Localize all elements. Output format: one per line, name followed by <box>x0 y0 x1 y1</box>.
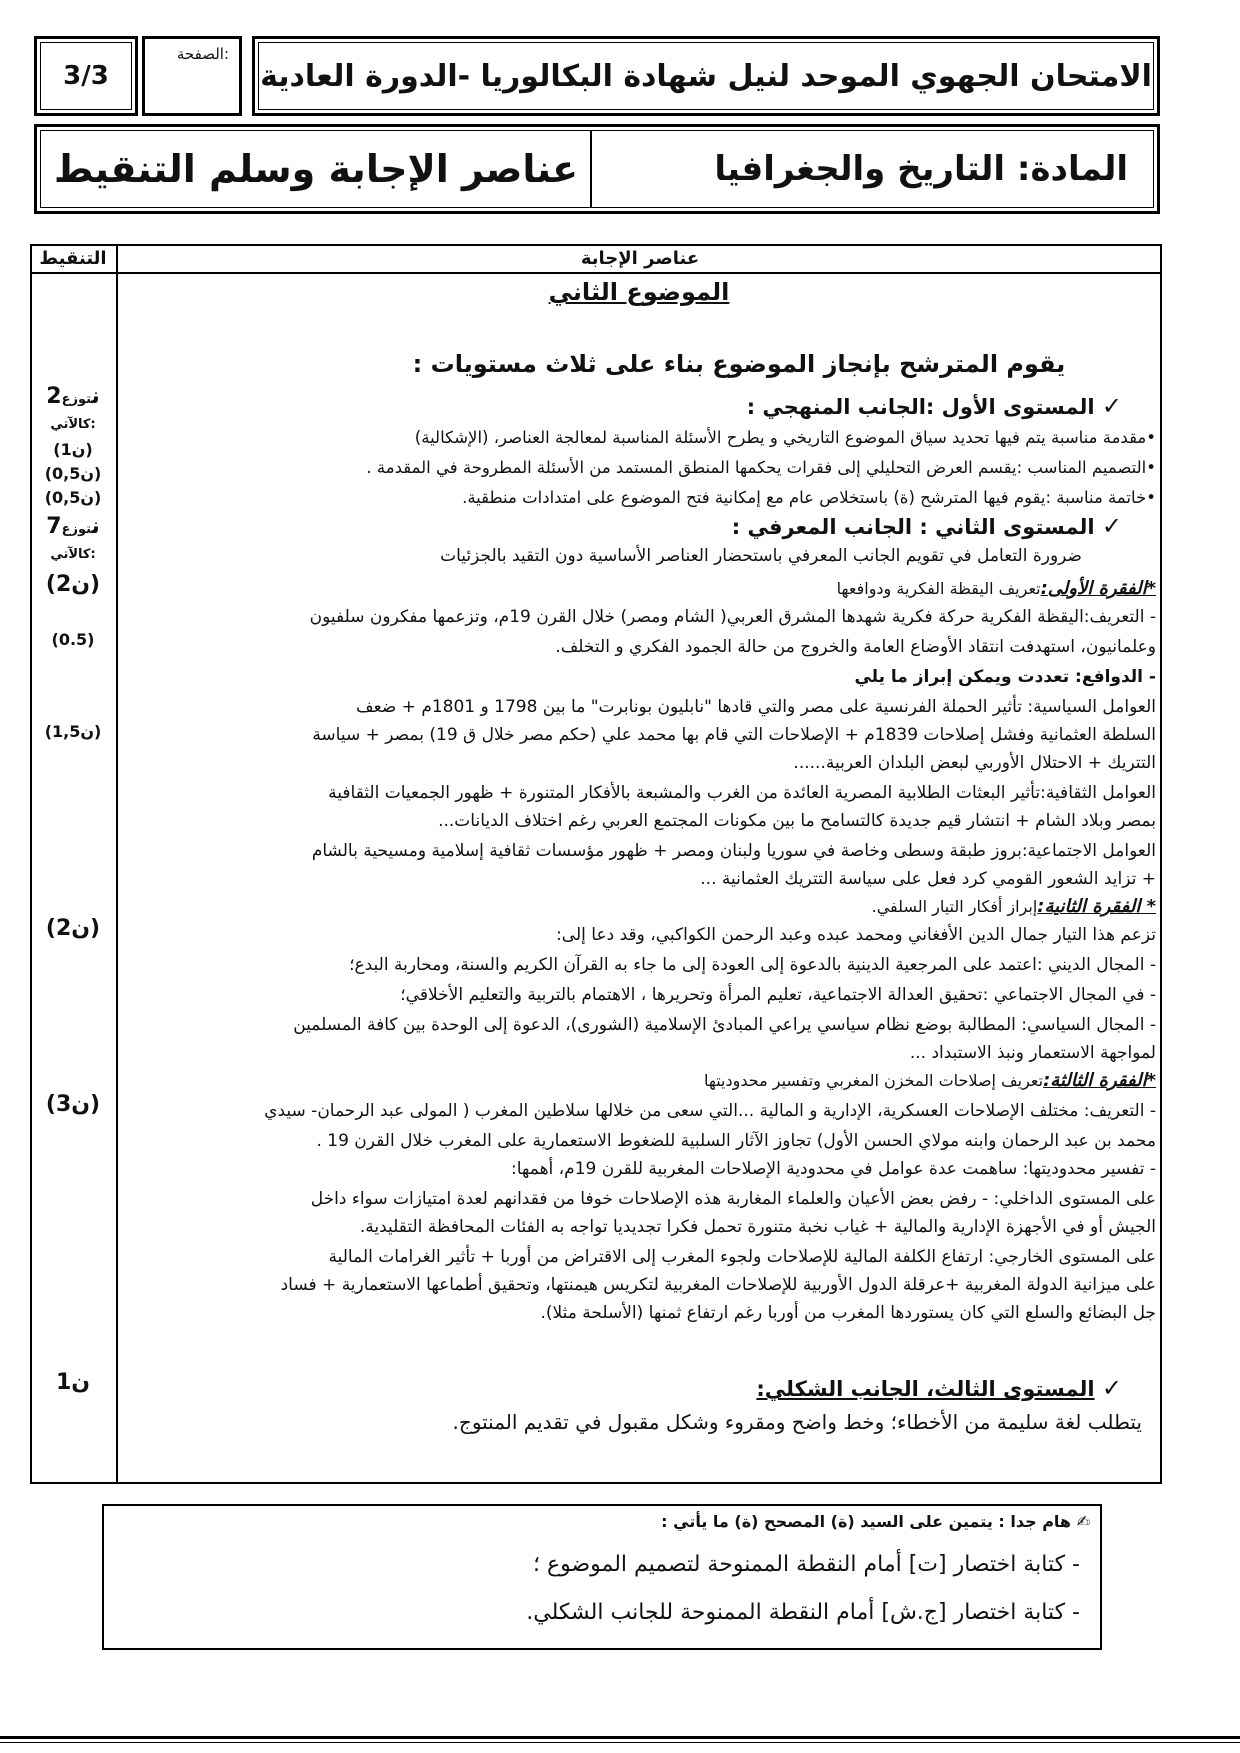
bottom-rule <box>0 1736 1240 1739</box>
header-divider <box>590 130 592 208</box>
level1-item: •مقدمة مناسبة يتم فيها تحديد سياق الموضوع التاريخي و يطرح الأسئلة المناسبة لمعالجة العناصر، (الإشكالية) <box>414 428 1156 447</box>
score-intro: (1ن) <box>53 440 93 459</box>
paragraph2-line: - في المجال الاجتماعي :تحقيق العدالة الاجتماعية، تعليم المرأة وتحريرها ، الاهتمام بالتربية والتعليم الأخلاقي؛ <box>400 985 1156 1005</box>
paragraph2-line: - المجال السياسي: المطالبة بوضع نظام سياسي يراعي المبادئ الإسلامية (الشورى)، الدعوة إلى الوحدة بين كافة المسلمين <box>293 1015 1156 1035</box>
notice-line: - كتابة اختصار [ت] أمام النقطة الممنوحة لتصميم الموضوع ؛ <box>532 1552 1080 1577</box>
page-number: 3/3 <box>40 42 132 110</box>
paragraph2-header <box>122 896 1156 917</box>
answer-column-header: عناصر الإجابة <box>580 247 700 269</box>
page-label-frame <box>142 36 242 116</box>
paragraph1-line: السلطة العثمانية وفشل إصلاحات 1839م + الإصلاحات التي قام بها محمد علي (حكم مصر خلال ق 19) بمصر + سياسة <box>312 725 1156 745</box>
bottom-rule-thin <box>0 1742 1240 1743</box>
level1-title <box>122 392 1122 420</box>
paragraph1-line: العوامل الثقافية:تأثير البعثات الطلابية المصرية العائدة من الغرب والمشبعة بالأفكار المتنورة + ظهور الجمعيات الثقافية <box>328 783 1156 803</box>
paragraph2-title: * الفقرة الثانية: <box>1037 896 1156 917</box>
level1-item: •التصميم المناسب :يقسم العرض التحليلي إلى فقرات يحكمها المنطق المستمد من الأسئلة المطروحة في المقدمة . <box>366 458 1156 477</box>
answer-key-title: عناصر الإجابة وسلم التنقيط <box>53 147 579 191</box>
level1-item: •خاتمة مناسبة :يقوم فيها المترشح (ة) باستخلاص عام مع إمكانية فتح الموضوع على امتدادات منطقية. <box>462 488 1156 507</box>
score-level3: 1ن <box>55 1370 91 1395</box>
level2-title <box>122 512 1122 540</box>
level1-title-text: المستوى الأول :الجانب المنهجي : <box>746 395 1095 419</box>
paragraph1-line: العوامل السياسية: تأثير الحملة الفرنسية على مصر والتي قادها "نابليون بونابرت" ما بين 1798 و 1801م + ضعف <box>356 697 1156 717</box>
paragraph3-line: - التعريف: مختلف الإصلاحات العسكرية، الإدارية و المالية ...التي سعى من خلالها سلاطين المغرب ( المولى عبد الرحمان- سيدي <box>264 1101 1156 1121</box>
notice-title <box>150 1512 1090 1531</box>
score-note: توزع كالآتي: <box>50 522 96 562</box>
paragraph3-line: الجيش أو في الأجهزة الإدارية والمالية + غياب نخبة متنورة تحمل فكرا تجديديا تواجه به الفئات المحافظة التقليدية. <box>359 1217 1156 1237</box>
paragraph1-line: + تزايد الشعور القومي كرد فعل على سياسة التتريك العثمانية ... <box>700 869 1156 889</box>
score-level1-total <box>32 384 114 434</box>
subject-title: المادة: التاريخ والجغرافيا <box>714 149 1128 189</box>
paragraph2-line: - المجال الديني :اعتمد على المرجعية الدينية بالدعوة إلى العودة إلى ما جاء به القرآن الكريم والسنة، ومحاربة البدع؛ <box>349 955 1156 975</box>
paragraph2-line: لمواجهة الاستعمار ونبذ الاستبداد ... <box>909 1043 1156 1063</box>
level3-title <box>122 1374 1122 1402</box>
paragraph1-line: التتريك + الاحتلال الأوربي لبعض البلدان العربية...... <box>793 753 1156 773</box>
level3-text: يتطلب لغة سليمة من الأخطاء؛ وخط واضح ومقروء وشكل مقبول في تقديم المنتوج. <box>452 1410 1142 1434</box>
paragraph2-subtitle: إبراز أفكار التيار السلفي. <box>871 897 1038 916</box>
paragraph3-line: - تفسير محدوديتها: ساهمت عدة عوامل في محدودية الإصلاحات المغربية للقرن 19م، أهمها: <box>511 1159 1156 1179</box>
paragraph1-line: العوامل الاجتماعية:بروز طبقة وسطى وخاصة في سوريا ولبنان ومصر + ظهور مؤسسات ثقافية إسلامية ومسيحية بالشام <box>311 841 1156 861</box>
score-note: توزع كالآتي: <box>50 392 96 432</box>
table-header-divider <box>30 272 1162 274</box>
score-conclusion: (0,5ن) <box>44 488 102 507</box>
paragraph3-line: جل البضائع والسلع التي كان يستوردها المغرب من أوربا رغم ارتفاع ثمنها (الأسلحة مثلا). <box>540 1303 1156 1323</box>
score-value: 2ن <box>46 384 100 409</box>
paragraph1-line: بمصر وبلاد الشام + انتشار قيم جديدة كالتسامح ما بين مكونات المجتمع العربي رغم اختلاف الديانات... <box>438 811 1156 831</box>
score-design: (0,5ن) <box>44 464 102 483</box>
score-motives: (1,5ن) <box>44 722 102 741</box>
pen-icon: ✍ <box>1076 1512 1090 1531</box>
exam-title: الامتحان الجهوي الموحد لنيل شهادة البكالوريا -الدورة العادية <box>258 42 1154 110</box>
level3-title-text: المستوى الثالث، الجانب الشكلي: <box>756 1377 1095 1401</box>
paragraph2-line: تزعم هذا التيار جمال الدين الأفغاني ومحمد عبده وعبد الرحمن الكواكبي، وقد دعا إلى: <box>556 925 1156 945</box>
paragraph3-line: على المستوى الداخلي: - رفض بعض الأعيان والعلماء المغاربة هذه الإصلاحات خوفا من فقدانهم لعدة امتيازات سواء داخل <box>310 1189 1156 1209</box>
page-label: الصفحة: <box>176 45 229 63</box>
level2-title-text: المستوى الثاني : الجانب المعرفي : <box>731 515 1095 539</box>
paragraph3-line: محمد بن عبد الرحمان وابنه مولاي الحسن الأول) تجاوز الآثار السلبية للضغوط الاستعمارية على المغرب خلال القرن 19 . <box>316 1131 1156 1151</box>
check-icon: ✓ <box>1101 1374 1122 1402</box>
level2-note: ضرورة التعامل في تقويم الجانب المعرفي باستحضار العناصر الأساسية دون التقيد بالجزئيات <box>440 546 1082 566</box>
score-value: 7ن <box>46 514 100 539</box>
score-paragraph3: (3ن) <box>45 1092 101 1117</box>
score-column-header: التنقيط <box>39 247 107 269</box>
paragraph1-line: - التعريف:اليقظة الفكرية حركة فكرية شهدها المشرق العربي( الشام ومصر) خلال القرن 19م، وتزعمها مفكرون سلفيون <box>309 607 1156 627</box>
paragraph3-title: *الفقرة الثالثة: <box>1043 1070 1156 1091</box>
paragraph1-line: وعلمانيون، استهدفت انتقاد الأوضاع العامة والخروج من حالة الجمود الفكري و التخلف. <box>555 637 1156 657</box>
paragraph1-line: - الدوافع: تعددت ويمكن إبراز ما يلي <box>854 667 1156 687</box>
paragraph1-header <box>122 578 1156 599</box>
paragraph3-header <box>122 1070 1156 1091</box>
score-level2-total <box>32 514 114 564</box>
paragraph3-line: على ميزانية الدولة المغربية +عرقلة الدول الأوربية للإصلاحات المغربية لتكريس هيمنتها، وتحقيق أطماعها الاستعمارية + فساد <box>280 1275 1156 1295</box>
intro-line: يقوم المترشح بإنجاز الموضوع بناء على ثلاث مستويات : <box>412 350 1066 378</box>
paragraph1-title: *الفقرة الأولى: <box>1040 578 1156 599</box>
notice-line: - كتابة اختصار [ج.ش] أمام النقطة الممنوحة للجانب الشكلي. <box>526 1600 1080 1625</box>
paragraph3-subtitle: تعريف إصلاحات المخزن المغربي وتفسير محدوديتها <box>703 1071 1044 1090</box>
paragraph3-line: على المستوى الخارجي: ارتفاع الكلفة المالية للإصلاحات ولجوء المغرب إلى الاقتراض من أوربا + تأثير الغرامات المالية <box>328 1247 1156 1267</box>
check-icon: ✓ <box>1101 392 1122 420</box>
paragraph1-subtitle: تعريف اليقظة الفكرية ودوافعها <box>836 579 1041 598</box>
column-divider <box>116 244 118 1484</box>
score-paragraph2: (2ن) <box>45 916 101 941</box>
check-icon: ✓ <box>1101 512 1122 540</box>
notice-title-text: هام جدا : يتمين على السيد (ة) المصحح (ة) ما يأتي : <box>661 1512 1072 1531</box>
topic-title: الموضوع الثاني <box>548 278 730 306</box>
score-definition: (0.5) <box>51 630 95 649</box>
score-paragraph1: (2ن) <box>45 572 101 597</box>
